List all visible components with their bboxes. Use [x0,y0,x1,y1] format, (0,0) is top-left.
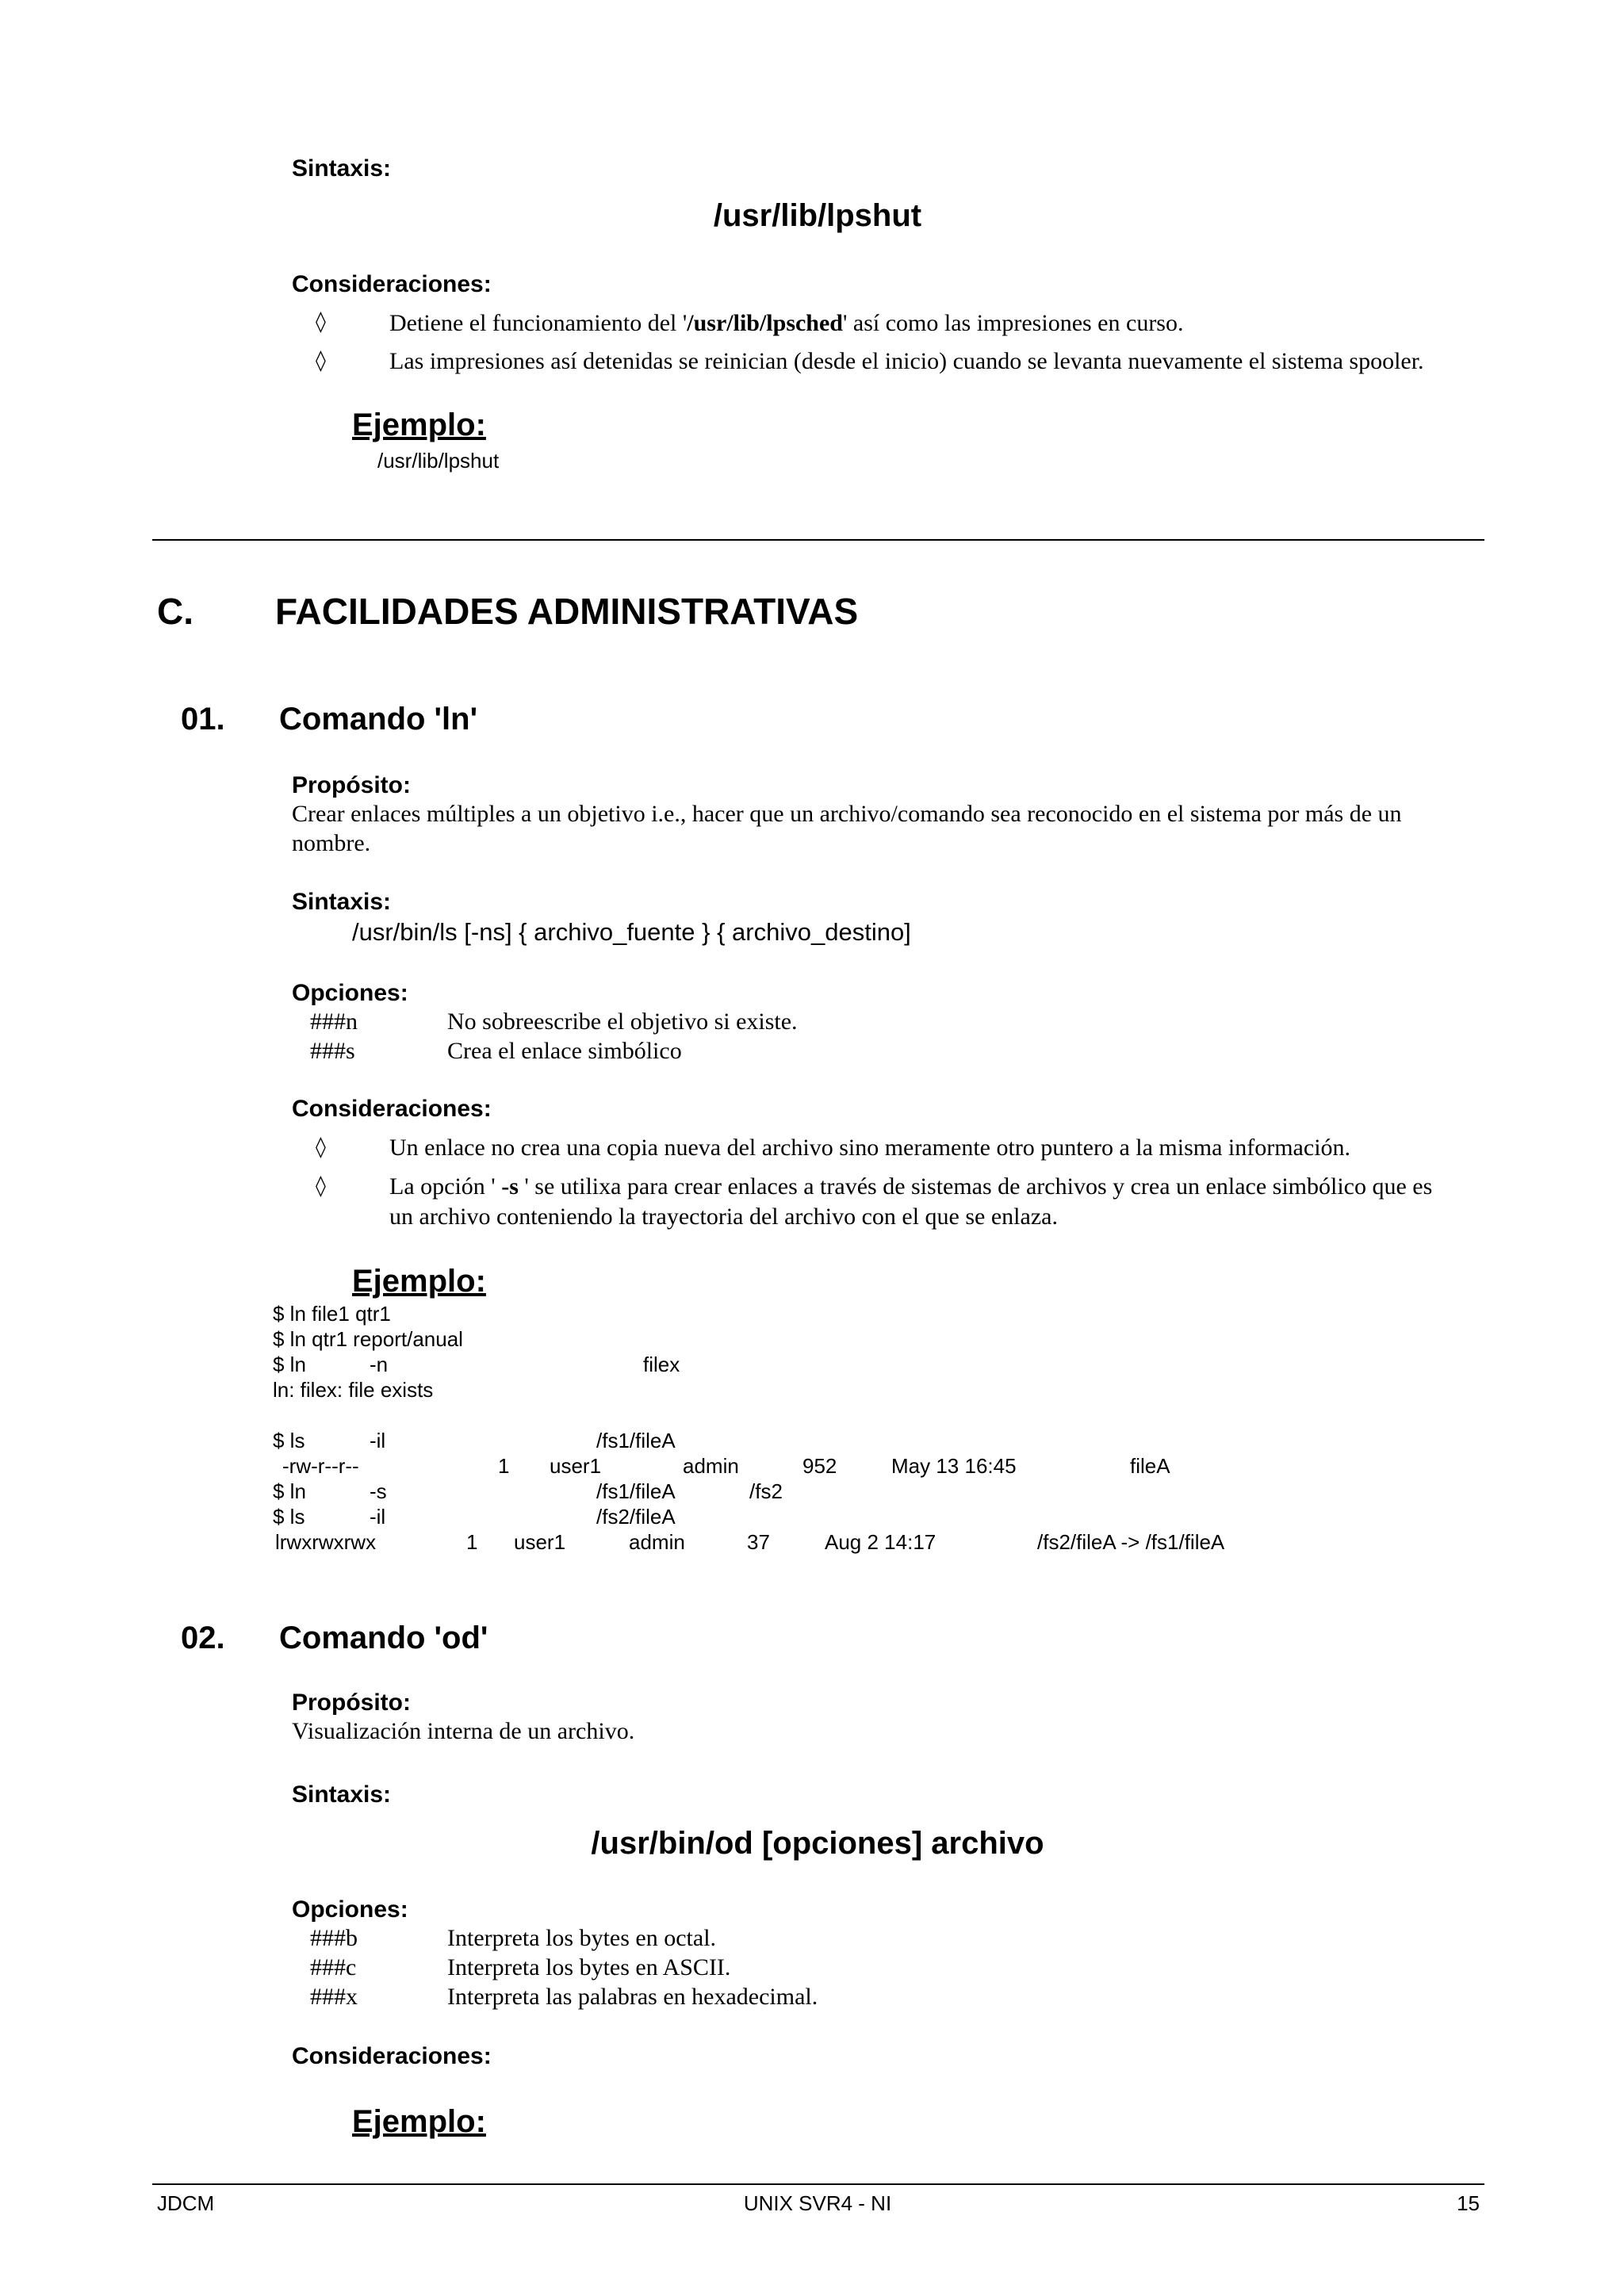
sintaxis-label: Sintaxis: [292,889,392,915]
sintaxis-label: Sintaxis: [292,155,392,182]
ls-output-cell: user1 [550,1454,602,1478]
ejemplo-code: $ ln file1 qtr1 [273,1302,391,1326]
syntax-ln: /usr/bin/ls [-ns] { archivo_fuente } { archivo_destino] [352,918,911,946]
consideracion-item: La opción ' -s ' se utilixa para crear enlaces a través de sistemas de archivos y crea un enlace simbólico que es [389,1173,1433,1200]
section-title: FACILIDADES ADMINISTRATIVAS [275,591,859,632]
ejemplo-code: /fs1/fileA [596,1429,676,1452]
subsection-number: 01. [181,702,225,737]
ejemplo-code: -il [370,1429,386,1452]
diamond-bullet-icon: ◊ [316,349,326,373]
ls-output-cell: fileA [1130,1454,1170,1478]
proposito-text: nombre. [292,830,371,856]
ejemplo-code: -il [370,1505,386,1529]
ls-output-cell: Aug 2 14:17 [825,1530,936,1554]
ejemplo-code: $ ls [273,1505,305,1529]
subsection-title: Comando 'ln' [279,702,478,737]
proposito-label: Propósito: [292,1689,411,1716]
ejemplo-code: /usr/lib/lpshut [377,449,500,473]
option-desc: No sobreescribe el objetivo si existe. [447,1008,798,1035]
proposito-text: Crear enlaces múltiples a un objetivo i.e., hacer que un archivo/comando sea reconocido en el sistema por más de un [292,801,1402,827]
ejemplo-code: $ ln [273,1479,306,1503]
page-number: 15 [1457,2191,1480,2215]
diamond-bullet-icon: ◊ [316,1135,326,1159]
footer-divider [152,2183,1484,2185]
consideraciones-label: Consideraciones: [292,2043,492,2069]
diamond-bullet-icon: ◊ [316,310,326,334]
syntax-lpshut: /usr/lib/lpshut [713,198,922,233]
consideracion-item: Las impresiones así detenidas se reinician (desde el inicio) cuando se levanta nuevamente el sistema spooler. [389,348,1424,374]
opciones-label: Opciones: [292,980,408,1006]
ls-output-cell: 37 [747,1530,770,1554]
opciones-label: Opciones: [292,1896,408,1923]
option-desc: Interpreta los bytes en octal. [447,1925,717,1951]
footer-title: UNIX SVR4 - NI [743,2191,892,2215]
ejemplo-heading: Ejemplo: [352,1264,486,1299]
ls-output-cell: 952 [802,1454,837,1478]
ejemplo-heading: Ejemplo: [352,2104,486,2139]
ejemplo-heading: Ejemplo: [352,408,486,442]
ls-output-cell: lrwxrwxrwx [275,1530,377,1554]
option-flag: ###c [310,1954,357,1980]
footer-author: JDCM [157,2191,215,2215]
ejemplo-code: $ ls [273,1429,305,1452]
ejemplo-code: /fs1/fileA [596,1479,676,1503]
ejemplo-code: $ ln qtr1 report/anual [273,1327,463,1351]
consideraciones-label: Consideraciones: [292,1096,492,1122]
ejemplo-code: /fs2/fileA [596,1505,676,1529]
ejemplo-code: -s [370,1479,387,1503]
subsection-title: Comando 'od' [279,1621,488,1655]
ls-output-cell: user1 [514,1530,566,1554]
ls-output-cell: admin [629,1530,685,1554]
ejemplo-code: ln: filex: file exists [273,1378,434,1402]
consideracion-item: Un enlace no crea una copia nueva del archivo sino meramente otro puntero a la misma información. [389,1135,1351,1161]
option-desc: Interpreta las palabras en hexadecimal. [447,1984,818,2010]
ls-output-cell: 1 [466,1530,478,1554]
ejemplo-code: /fs2 [749,1479,783,1503]
section-divider [152,539,1484,541]
ejemplo-code: filex [643,1353,680,1376]
ejemplo-code: -n [370,1353,389,1376]
option-flag: ###b [310,1925,358,1951]
option-flag: ###n [310,1008,358,1035]
sintaxis-label: Sintaxis: [292,1781,392,1808]
ls-output-cell: May 13 16:45 [891,1454,1017,1478]
option-desc: Crea el enlace simbólico [447,1038,682,1064]
option-desc: Interpreta los bytes en ASCII. [447,1954,731,1980]
ls-output-cell: -rw-r--r-- [282,1454,359,1478]
consideracion-item: Detiene el funcionamiento del '/usr/lib/lpsched' así como las impresiones en curso. [389,310,1184,336]
consideraciones-label: Consideraciones: [292,271,492,297]
section-letter: C. [157,591,193,632]
ejemplo-code: $ ln [273,1353,306,1376]
ls-output-cell: 1 [498,1454,510,1478]
option-flag: ###x [310,1984,358,2010]
subsection-number: 02. [181,1621,225,1655]
ls-output-cell: /fs2/fileA -> /fs1/fileA [1037,1530,1225,1554]
syntax-od: /usr/bin/od [opciones] archivo [591,1826,1044,1861]
proposito-label: Propósito: [292,772,411,798]
proposito-text: Visualización interna de un archivo. [292,1718,635,1744]
option-flag: ###s [310,1038,355,1064]
consideracion-item: un archivo conteniendo la trayectoria del archivo con el que se enlaza. [389,1203,1058,1230]
diamond-bullet-icon: ◊ [316,1174,326,1198]
ls-output-cell: admin [683,1454,739,1478]
